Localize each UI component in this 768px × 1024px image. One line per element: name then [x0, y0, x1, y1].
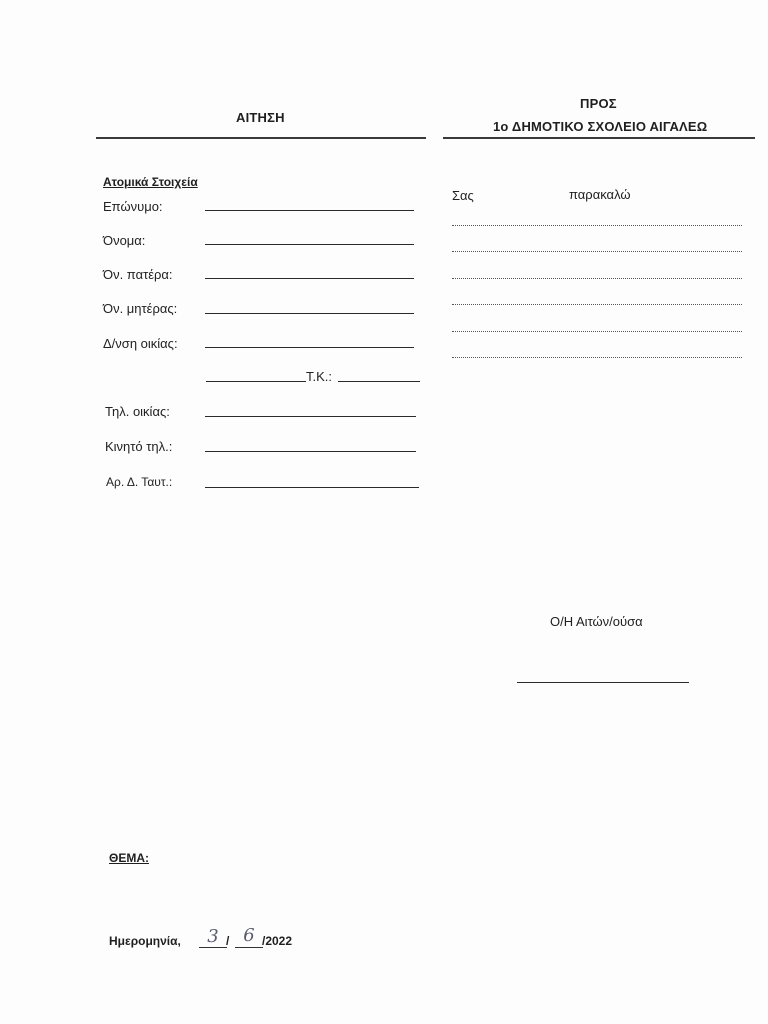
recipient-heading: ΠΡΟΣ: [580, 96, 617, 111]
personal-details-heading: Ατομικά Στοιχεία: [103, 175, 198, 189]
home-phone-field[interactable]: [205, 416, 416, 417]
recipient-school: 1ο ΔΗΜΟΤΙΚΟ ΣΧΟΛΕΙΟ ΑΙΓΑΛΕΩ: [493, 119, 708, 134]
date-day[interactable]: 3: [207, 926, 219, 947]
application-title: ΑΙΤΗΣΗ: [236, 110, 285, 125]
signature-line[interactable]: [517, 682, 689, 683]
request-line[interactable]: [452, 278, 742, 279]
date-separator: /: [226, 934, 230, 948]
id-number-label: Αρ. Δ. Ταυτ.:: [106, 475, 173, 489]
surname-field[interactable]: [205, 210, 414, 211]
request-line[interactable]: [452, 357, 742, 358]
address-continuation-field[interactable]: [206, 381, 306, 382]
date-label: Ημερομηνία,: [109, 934, 181, 948]
mother-name-field[interactable]: [205, 313, 414, 314]
subject-label: ΘΕΜΑ:: [109, 851, 149, 865]
date-month[interactable]: 6: [243, 925, 255, 946]
father-name-field[interactable]: [205, 278, 414, 279]
date-day-line: [199, 947, 227, 948]
request-line[interactable]: [452, 251, 742, 252]
date-month-line: [235, 947, 263, 948]
please-text: παρακαλώ: [569, 187, 631, 202]
postal-code-field[interactable]: [338, 381, 420, 382]
first-name-field[interactable]: [205, 244, 414, 245]
first-name-label: Όνομα:: [103, 233, 146, 248]
request-line[interactable]: [452, 331, 742, 332]
surname-label: Επώνυμο:: [103, 199, 163, 214]
mobile-phone-label: Κινητό τηλ.:: [105, 439, 173, 454]
mobile-phone-field[interactable]: [205, 451, 416, 452]
home-phone-label: Τηλ. οικίας:: [105, 404, 170, 419]
mother-name-label: Όν. μητέρας:: [103, 301, 178, 316]
father-name-label: Όν. πατέρα:: [103, 267, 173, 282]
address-label: Δ/νση οικίας:: [103, 336, 178, 351]
date-year: /2022: [262, 934, 293, 948]
address-field[interactable]: [205, 347, 414, 348]
applicant-signature-label: Ο/Η Αιτών/ούσα: [550, 614, 643, 629]
id-number-field[interactable]: [205, 487, 419, 488]
right-header-rule: [443, 137, 755, 139]
request-line[interactable]: [452, 225, 742, 226]
greeting-text: Σας: [452, 188, 474, 203]
request-line[interactable]: [452, 304, 742, 305]
left-header-rule: [96, 137, 426, 139]
postal-code-label: Τ.Κ.:: [306, 369, 333, 384]
